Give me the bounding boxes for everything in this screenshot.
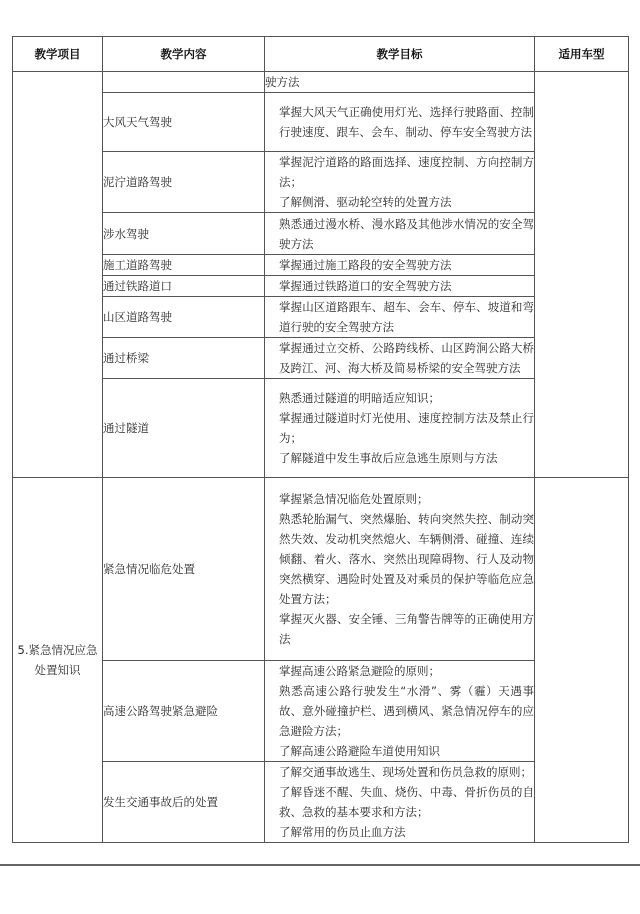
page-bottom-rule bbox=[0, 864, 640, 866]
goal-line: 掌握通过立交桥、公路跨线桥、山区跨涧公路大桥及跨江、河、海大桥及简易桥梁的安全驾驶方法 bbox=[279, 341, 534, 375]
project-cell-emergency: 5.紧急情况应急处置知识 bbox=[13, 478, 103, 843]
goal-line: 掌握通过施工路段的安全驾驶方法 bbox=[279, 258, 452, 272]
header-vehicle: 适用车型 bbox=[535, 37, 629, 72]
content-cell: 山区道路驾驶 bbox=[103, 297, 265, 338]
goal-line: 熟悉通过隧道的明暗适应知识； bbox=[279, 391, 440, 405]
content-cell: 紧急情况临危处置 bbox=[103, 478, 265, 661]
goal-line: 掌握通过隧道时灯光使用、速度控制方法及禁止行为； bbox=[279, 411, 534, 445]
project-cell-continued bbox=[13, 72, 103, 478]
goal-line: 了解常用的伤员止血方法 bbox=[279, 825, 406, 839]
table-row bbox=[13, 72, 629, 93]
goal-cell bbox=[265, 152, 535, 213]
content-cell: 大风天气驾驶 bbox=[103, 93, 265, 152]
goal-line: 了解昏迷不醒、失血、烧伤、中毒、骨折伤员的自救、急救的基本要求和方法； bbox=[279, 785, 534, 819]
goal-line: 了解侧滑、驱动轮空转的处置方法 bbox=[279, 195, 452, 209]
content-cell: 泥泞道路驾驶 bbox=[103, 152, 265, 213]
goal-cell bbox=[265, 72, 535, 93]
goal-line: 掌握灭火器、安全锤、三角警告牌等的正确使用方法 bbox=[279, 612, 534, 646]
goal-line: 驶方法 bbox=[265, 75, 300, 89]
content-cell bbox=[103, 72, 265, 93]
goal-cell bbox=[265, 661, 535, 762]
goal-cell bbox=[265, 297, 535, 338]
goal-line: 掌握高速公路紧急避险的原则； bbox=[279, 664, 440, 678]
content-cell: 通过隧道 bbox=[103, 379, 265, 478]
goal-cell bbox=[265, 478, 535, 661]
goal-cell bbox=[265, 338, 535, 379]
goal-line: 熟悉通过漫水桥、漫水路及其他涉水情况的安全驾驶方法 bbox=[279, 216, 534, 251]
goal-line: 了解隧道中发生事故后应急逃生原则与方法 bbox=[279, 451, 498, 465]
table-header-row bbox=[13, 37, 629, 72]
content-cell: 通过铁路道口 bbox=[103, 276, 265, 297]
header-content: 教学内容 bbox=[103, 37, 265, 72]
content-cell: 通过桥梁 bbox=[103, 338, 265, 379]
goal-cell bbox=[265, 276, 535, 297]
content-cell: 涉水驾驶 bbox=[103, 213, 265, 255]
goal-line: 掌握泥泞道路的路面选择、速度控制、方向控制方法； bbox=[279, 155, 534, 189]
goal-line: 熟悉轮胎漏气、突然爆胎、转向突然失控、制动突然失效、发动机突然熄火、车辆侧滑、碰撞、连续倾翻、着火、落水、突然出现障碍物、行人及动物突然横穿、遇险时处置及对乘员的保护等临危应急处置方法； bbox=[279, 512, 534, 606]
vehicle-cell bbox=[535, 72, 629, 478]
header-project: 教学项目 bbox=[13, 37, 103, 72]
goal-line: 了解交通事故逃生、现场处置和伤员急救的原则； bbox=[279, 765, 532, 779]
goal-cell bbox=[265, 379, 535, 478]
table-row bbox=[13, 478, 629, 661]
goal-cell bbox=[265, 93, 535, 152]
goal-cell bbox=[265, 213, 535, 255]
goal-line: 掌握山区道路跟车、超车、会车、停车、坡道和弯道行驶的安全驾驶方法 bbox=[279, 300, 534, 334]
goal-line: 了解高速公路避险车道使用知识 bbox=[279, 744, 440, 758]
goal-cell bbox=[265, 255, 535, 276]
goal-cell bbox=[265, 762, 535, 843]
content-cell: 高速公路驾驶紧急避险 bbox=[103, 661, 265, 762]
vehicle-cell bbox=[535, 478, 629, 843]
syllabus-table bbox=[12, 36, 629, 843]
goal-line: 掌握紧急情况临危处置原则； bbox=[279, 492, 429, 506]
goal-line: 熟悉高速公路行驶发生“水滑”、雾（霾）天遇事故、意外碰撞护栏、遇到横风、紧急情况停车的应急避险方法； bbox=[279, 684, 534, 738]
content-cell: 施工道路驾驶 bbox=[103, 255, 265, 276]
goal-line: 掌握通过铁路道口的安全驾驶方法 bbox=[279, 279, 452, 293]
content-cell: 发生交通事故后的处置 bbox=[103, 762, 265, 843]
goal-line: 掌握大风天气正确使用灯光、选择行驶路面、控制行驶速度、跟车、会车、制动、停车安全驾驶方法 bbox=[279, 105, 534, 139]
header-goal: 教学目标 bbox=[265, 37, 535, 72]
